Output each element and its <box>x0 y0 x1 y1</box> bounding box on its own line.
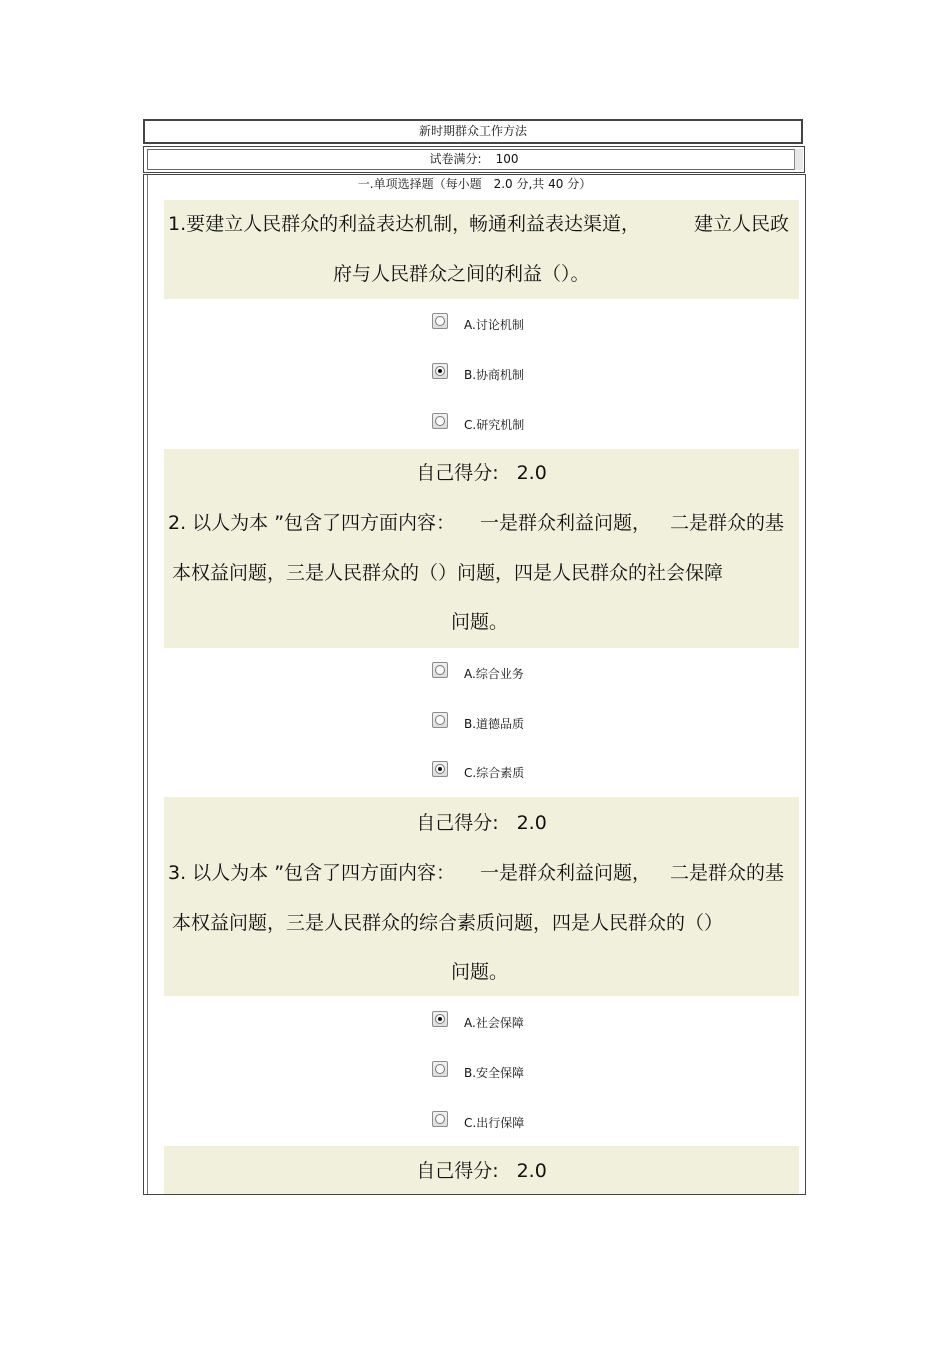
score-value: 2.0 <box>516 1160 547 1182</box>
exam-title: 新时期群众工作方法 <box>143 119 803 144</box>
panel-divider <box>147 175 148 1194</box>
question-1 <box>164 200 799 299</box>
question-1-text: 府与人民群众之间的利益（）。 <box>333 263 590 285</box>
option-label: A.讨论机制 <box>464 318 524 332</box>
question-2-text: 一是群众利益问题， <box>480 512 652 534</box>
section-header <box>144 176 805 192</box>
score-value: 2.0 <box>516 462 547 484</box>
paper-score-value: 100 <box>495 152 519 166</box>
question-1-text: 1.要建立人民群众的利益表达机制， <box>168 213 472 235</box>
question-3-text: 一是群众利益问题， <box>480 862 652 884</box>
radio-button[interactable] <box>432 712 448 728</box>
score-row <box>164 1159 799 1183</box>
score-label: 自己得分: <box>416 1160 499 1182</box>
score-row <box>164 461 799 485</box>
question-3-text: 二是群众的基 <box>670 862 785 884</box>
question-2-text: 2. 以人为本 ”包含了四方面内容： <box>168 512 456 534</box>
question-2 <box>164 449 799 648</box>
section-label: 一.单项选择题（每小题 <box>357 177 482 191</box>
section-points: 2.0 分,共 40 分） <box>493 177 592 191</box>
question-1-text: 畅通利益表达渠道， <box>469 213 641 235</box>
question-2-text: 本权益问题，三是人民群众的（）问题，四是人民群众的社会保障 <box>172 562 724 584</box>
question-3-text: 本权益问题，三是人民群众的综合素质问题，四是人民群众的（） <box>172 912 724 934</box>
score-label: 自己得分: <box>416 812 499 834</box>
score-value: 2.0 <box>516 812 547 834</box>
option-label: C.出行保障 <box>464 1116 525 1130</box>
paper-score-bar <box>143 146 805 173</box>
question-3-text: 3. 以人为本 ”包含了四方面内容： <box>168 862 456 884</box>
radio-button[interactable] <box>432 1111 448 1127</box>
radio-button-selected[interactable] <box>432 761 448 777</box>
option-label: C.研究机制 <box>464 418 525 432</box>
question-3 <box>164 797 799 996</box>
score-row <box>164 811 799 835</box>
radio-button-selected[interactable] <box>432 363 448 379</box>
score-label: 自己得分: <box>416 462 499 484</box>
question-panel <box>143 174 806 1195</box>
paper-score-label: 试卷满分: <box>429 152 482 166</box>
question-3-text: 问题。 <box>451 961 509 983</box>
option-label: A.社会保障 <box>464 1016 524 1030</box>
question-2-text: 问题。 <box>451 611 509 633</box>
scrollbar[interactable] <box>794 149 803 170</box>
radio-button[interactable] <box>432 662 448 678</box>
option-label: B.道德品质 <box>464 717 525 731</box>
radio-button[interactable] <box>432 313 448 329</box>
radio-button-selected[interactable] <box>432 1011 448 1027</box>
radio-button[interactable] <box>432 413 448 429</box>
score-band-3 <box>164 1146 799 1195</box>
question-1-text: 建立人民政 <box>694 213 790 235</box>
paper-score-row <box>147 149 801 170</box>
option-label: B.安全保障 <box>464 1066 525 1080</box>
option-label: B.协商机制 <box>464 368 525 382</box>
option-label: A.综合业务 <box>464 667 524 681</box>
radio-button[interactable] <box>432 1061 448 1077</box>
question-2-text: 二是群众的基 <box>670 512 785 534</box>
option-label: C.综合素质 <box>464 766 525 780</box>
